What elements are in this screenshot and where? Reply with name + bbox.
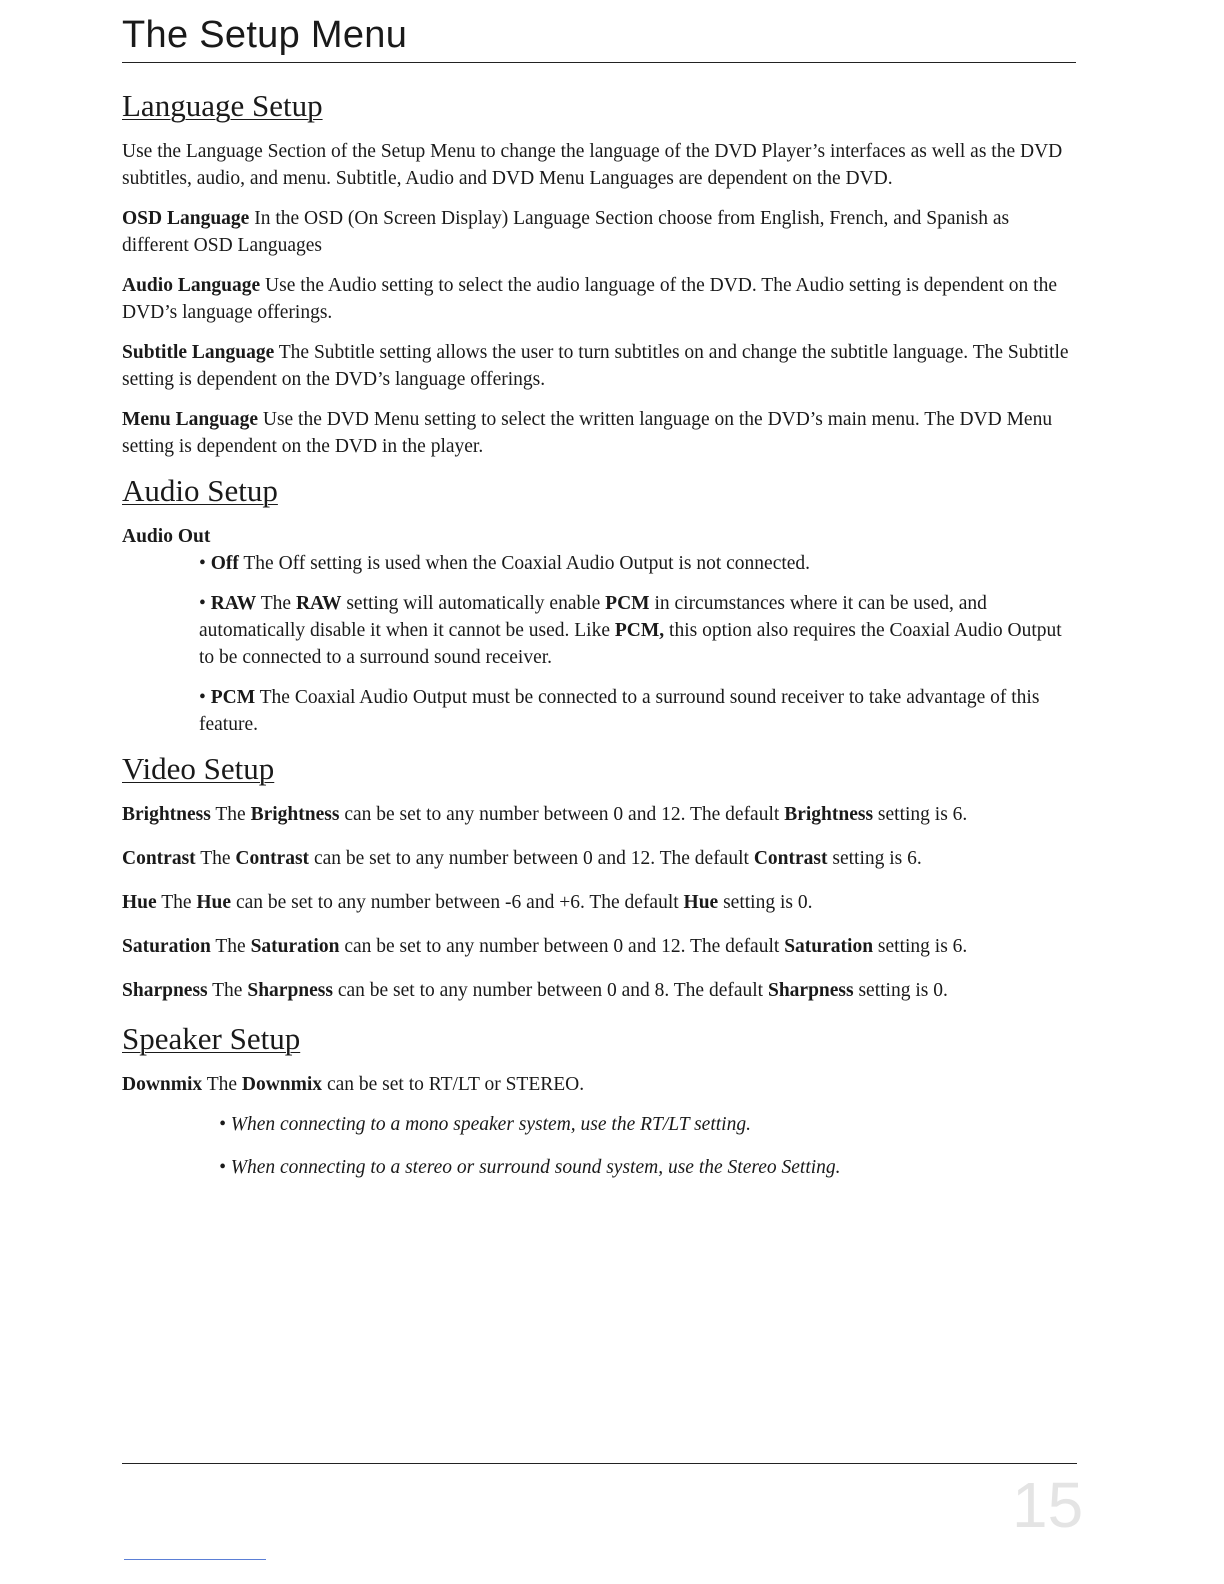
audio-pcm-item xyxy=(199,684,1077,738)
downmix-term: Downmix xyxy=(122,1074,203,1095)
page-content xyxy=(122,88,1077,1197)
audio-language-text: Use the Audio setting to select the audio language of the DVD. The Audio setting is dependent on the DVD’s language offerings. xyxy=(122,275,1057,323)
title-rule xyxy=(122,62,1076,63)
bullet-glyph: • xyxy=(199,687,206,708)
audio-pcm-text: The Coaxial Audio Output must be connected to a surround sound receiver to take advantage of this feature. xyxy=(199,687,1040,735)
downmix-bold-1: Downmix xyxy=(241,1074,323,1095)
saturation-term: Saturation xyxy=(122,936,211,957)
sharpness-term: Sharpness xyxy=(122,980,208,1001)
contrast-bold-2: Contrast xyxy=(753,848,828,869)
sharpness-bold-1: Sharpness xyxy=(247,980,333,1001)
audio-setup-heading: Audio Setup xyxy=(122,473,278,508)
menu-language-term: Menu Language xyxy=(122,409,258,430)
subtitle-language-paragraph xyxy=(122,339,1077,393)
saturation-bold-1: Saturation xyxy=(250,936,340,957)
bullet-glyph: • xyxy=(199,593,206,614)
downmix-notes xyxy=(219,1111,1077,1181)
audio-raw-text-3: in circumstances where it can be used, and automatically disable it when it cannot be used. Like xyxy=(199,593,987,641)
menu-language-text: Use the DVD Menu setting to select the written language on the DVD’s main menu. The DVD Menu setting is dependent on the DVD in the player. xyxy=(122,409,1053,457)
contrast-text-2: can be set to any number between 0 and 12. The default xyxy=(309,848,754,869)
contrast-term: Contrast xyxy=(122,848,196,869)
saturation-text-2: can be set to any number between 0 and 12. The default xyxy=(339,936,785,957)
audio-raw-text-2: setting will automatically enable xyxy=(341,593,606,614)
saturation-bold-2: Saturation xyxy=(784,936,874,957)
downmix-note-stereo: • When connecting to a stereo or surround sound system, use the Stereo Setting. xyxy=(219,1157,841,1178)
brightness-text-1: The xyxy=(210,804,251,825)
audio-off-text: The Off setting is used when the Coaxial Audio Output is not connected. xyxy=(238,553,811,574)
audio-out-subheading: Audio Out xyxy=(122,526,211,547)
audio-off-item xyxy=(199,550,1077,577)
page-number: 15 xyxy=(1012,1469,1084,1541)
audio-raw-bold-1: RAW xyxy=(295,593,342,614)
page-title: The Setup Menu xyxy=(122,14,408,56)
sharpness-paragraph xyxy=(122,977,1077,1004)
hue-text-1: The xyxy=(156,892,197,913)
contrast-text-3: setting is 6. xyxy=(827,848,922,869)
saturation-paragraph xyxy=(122,933,1077,960)
saturation-text-1: The xyxy=(210,936,251,957)
contrast-text-1: The xyxy=(195,848,236,869)
hue-term: Hue xyxy=(122,892,157,913)
audio-raw-term: RAW xyxy=(210,593,257,614)
osd-language-term: OSD Language xyxy=(122,208,250,229)
sharpness-text-2: can be set to any number between 0 and 8. The default xyxy=(332,980,768,1001)
audio-language-term: Audio Language xyxy=(122,275,261,296)
footer-rule xyxy=(122,1463,1077,1464)
audio-raw-bold-3: PCM, xyxy=(614,620,665,641)
corner-mark-line xyxy=(124,1559,266,1560)
subtitle-language-term: Subtitle Language xyxy=(122,342,275,363)
audio-language-paragraph xyxy=(122,272,1077,326)
speaker-setup-heading: Speaker Setup xyxy=(122,1021,301,1056)
language-setup-section xyxy=(122,88,1077,460)
brightness-bold-2: Brightness xyxy=(784,804,874,825)
bullet-glyph: • xyxy=(199,553,206,574)
subtitle-language-text: The Subtitle setting allows the user to turn subtitles on and change the subtitle language. The Subtitle setting is dependent on the DVD’s language offerings. xyxy=(122,342,1069,390)
speaker-setup-section xyxy=(122,1021,1077,1181)
video-setup-section xyxy=(122,751,1077,1004)
downmix-note-mono: • When connecting to a mono speaker system, use the RT/LT setting. xyxy=(219,1114,751,1135)
downmix-text-2: can be set to RT/LT or STEREO. xyxy=(322,1074,585,1095)
language-setup-heading: Language Setup xyxy=(122,88,323,123)
brightness-bold-1: Brightness xyxy=(250,804,340,825)
brightness-text-3: setting is 6. xyxy=(873,804,968,825)
brightness-text-2: can be set to any number between 0 and 12. The default xyxy=(339,804,785,825)
audio-off-term: Off xyxy=(210,553,239,574)
audio-raw-item xyxy=(199,590,1077,671)
hue-paragraph xyxy=(122,889,1077,916)
sharpness-text-3: setting is 0. xyxy=(853,980,948,1001)
audio-raw-bold-2: PCM xyxy=(605,593,650,614)
audio-raw-text-4: this option also requires the Coaxial Audio Output to be connected to a surround sound receiver. xyxy=(199,620,1062,668)
hue-bold-1: Hue xyxy=(196,892,232,913)
menu-language-paragraph xyxy=(122,406,1077,460)
sharpness-bold-2: Sharpness xyxy=(767,980,854,1001)
hue-text-3: setting is 0. xyxy=(718,892,813,913)
osd-language-paragraph xyxy=(122,205,1077,259)
downmix-paragraph xyxy=(122,1071,1077,1098)
language-intro: Use the Language Section of the Setup Menu to change the language of the DVD Player’s interfaces as well as the DVD subtitles, audio, and menu. Subtitle, Audio and DVD Menu Languages are dependent on the DVD. xyxy=(122,141,1063,189)
downmix-text-1: The xyxy=(202,1074,242,1095)
contrast-bold-1: Contrast xyxy=(235,848,310,869)
hue-bold-2: Hue xyxy=(683,892,719,913)
hue-text-2: can be set to any number between -6 and +6. The default xyxy=(231,892,684,913)
brightness-paragraph xyxy=(122,801,1077,828)
audio-pcm-term: PCM xyxy=(210,687,256,708)
brightness-term: Brightness xyxy=(122,804,211,825)
osd-language-text: In the OSD (On Screen Display) Language Section choose from English, French, and Spanish as different OSD Languages xyxy=(122,208,1010,256)
sharpness-text-1: The xyxy=(207,980,248,1001)
audio-out-options xyxy=(199,550,1077,738)
audio-setup-section xyxy=(122,473,1077,738)
audio-raw-text-1: The xyxy=(256,593,296,614)
video-setup-heading: Video Setup xyxy=(122,751,275,786)
contrast-paragraph xyxy=(122,845,1077,872)
saturation-text-3: setting is 6. xyxy=(873,936,968,957)
